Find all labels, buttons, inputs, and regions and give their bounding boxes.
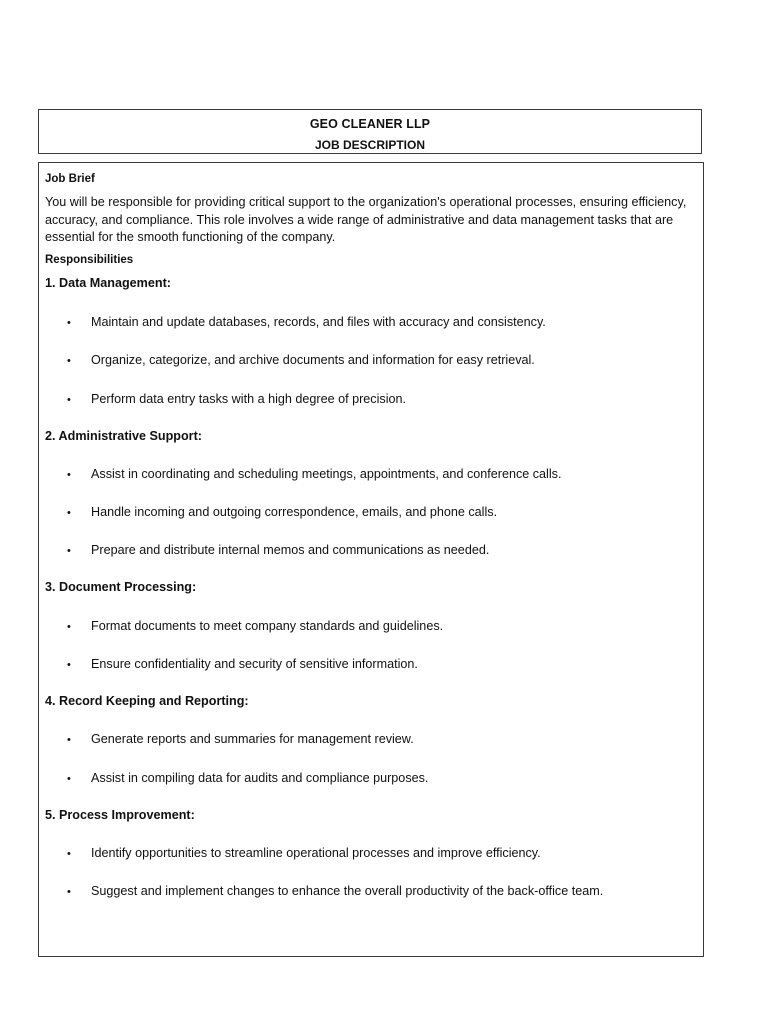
- list-item: [67, 353, 535, 367]
- list-item-text: Organize, categorize, and archive documents and information for easy retrieval.: [91, 353, 535, 367]
- list-item-text: Generate reports and summaries for management review.: [91, 732, 414, 746]
- bullet-icon: •: [67, 355, 71, 367]
- list-item: [67, 467, 561, 481]
- list-item: [67, 657, 418, 671]
- bullet-icon: •: [67, 394, 71, 406]
- list-item-text: Perform data entry tasks with a high degree of precision.: [91, 392, 407, 406]
- list-item: [67, 846, 541, 860]
- bullet-icon: •: [67, 734, 71, 746]
- section-heading: 4. Record Keeping and Reporting:: [45, 694, 249, 708]
- section-heading: 5. Process Improvement:: [45, 808, 195, 822]
- document-title: JOB DESCRIPTION: [314, 138, 425, 152]
- list-item: [67, 543, 489, 557]
- list-item-text: Identify opportunities to streamline operational processes and improve efficiency.: [91, 846, 541, 860]
- job-brief-text: You will be responsible for providing critical support to the organization's operational processes, ensuring efficiency, accuracy, and compliance. This role involves a wide range of administrative and data management tasks that are essential for the smooth functioning of the company.: [45, 195, 687, 244]
- list-item-text: Ensure confidentiality and security of sensitive information.: [91, 657, 418, 671]
- bullet-icon: •: [67, 886, 71, 898]
- list-item-text: Suggest and implement changes to enhance the overall productivity of the back-office team.: [91, 884, 604, 898]
- bullet-icon: •: [67, 545, 71, 557]
- section-heading: 3. Document Processing:: [45, 580, 197, 594]
- list-item: [67, 315, 546, 329]
- list-item: [67, 771, 428, 785]
- bullet-icon: •: [67, 659, 71, 671]
- bullet-icon: •: [67, 469, 71, 481]
- job-description-body: [38, 162, 704, 957]
- bullet-icon: •: [67, 507, 71, 519]
- document-header: [38, 109, 702, 154]
- list-item-text: Assist in compiling data for audits and compliance purposes.: [91, 771, 429, 785]
- responsibilities-heading: Responsibilities: [45, 254, 134, 266]
- list-item-text: Prepare and distribute internal memos and communications as needed.: [91, 543, 490, 557]
- list-item: [67, 884, 603, 898]
- bullet-icon: •: [67, 621, 71, 633]
- list-item: [67, 505, 497, 519]
- section-heading: 1. Data Management:: [45, 276, 171, 290]
- list-item-text: Handle incoming and outgoing correspondence, emails, and phone calls.: [91, 505, 498, 519]
- list-item-text: Maintain and update databases, records, and files with accuracy and consistency.: [91, 315, 546, 329]
- section-heading: 2. Administrative Support:: [45, 429, 202, 443]
- bullet-icon: •: [67, 848, 71, 860]
- bullet-icon: •: [67, 773, 71, 785]
- list-item-text: Format documents to meet company standards and guidelines.: [91, 619, 444, 633]
- company-name: GEO CLEANER LLP: [309, 117, 431, 131]
- list-item: [67, 619, 443, 633]
- list-item: [67, 732, 414, 746]
- job-brief-heading: Job Brief: [45, 173, 95, 185]
- list-item: [67, 392, 406, 406]
- bullet-icon: •: [67, 317, 71, 329]
- list-item-text: Assist in coordinating and scheduling meetings, appointments, and conference calls.: [91, 467, 562, 481]
